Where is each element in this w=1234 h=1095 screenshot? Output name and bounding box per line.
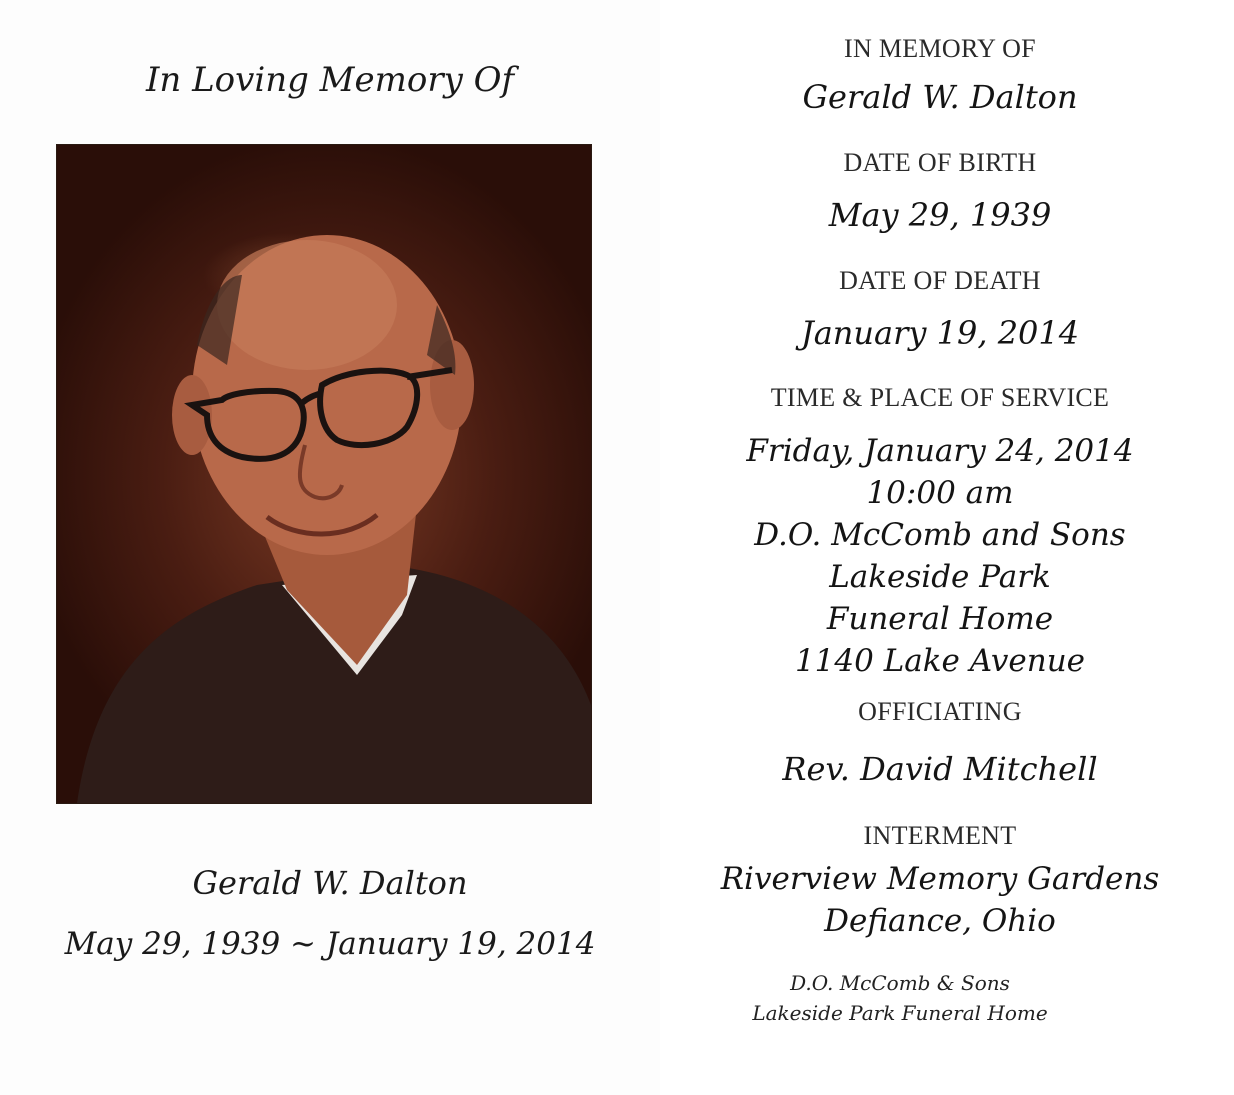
service-line: Funeral Home [826,601,1054,637]
service-line: 1140 Lake Avenue [794,643,1086,679]
birth-label: DATE OF BIRTH [843,148,1037,177]
service-line: Lakeside Park [829,559,1051,595]
funeral-home-footer [640,968,1160,1028]
life-dates: May 29, 1939 ~ January 19, 2014 [64,926,596,962]
memorial-heading: In Loving Memory Of [145,60,515,100]
interment-details [660,858,1220,942]
portrait-photo [56,144,592,804]
death-label: DATE OF DEATH [839,266,1041,295]
deceased-name-right: Gerald W. Dalton [802,78,1078,116]
deceased-name: Gerald W. Dalton [192,864,468,902]
in-memory-label: IN MEMORY OF [844,34,1036,63]
interment-line: Riverview Memory Gardens [720,861,1160,897]
service-label: TIME & PLACE OF SERVICE [770,383,1110,412]
birth-date: May 29, 1939 [828,196,1052,234]
service-details [660,430,1220,682]
right-panel [660,0,1234,1095]
service-line: 10:00 am [866,475,1014,511]
service-line: Friday, January 24, 2014 [746,433,1134,469]
officiating-label: OFFICIATING [858,697,1022,726]
footer-line: Lakeside Park Funeral Home [752,1001,1048,1025]
death-date: January 19, 2014 [800,314,1080,352]
footer-line: D.O. McComb & Sons [790,971,1010,995]
interment-label: INTERMENT [863,821,1017,850]
interment-line: Defiance, Ohio [824,903,1056,939]
service-line: D.O. McComb and Sons [754,517,1126,553]
officiant-name: Rev. David Mitchell [782,750,1098,788]
